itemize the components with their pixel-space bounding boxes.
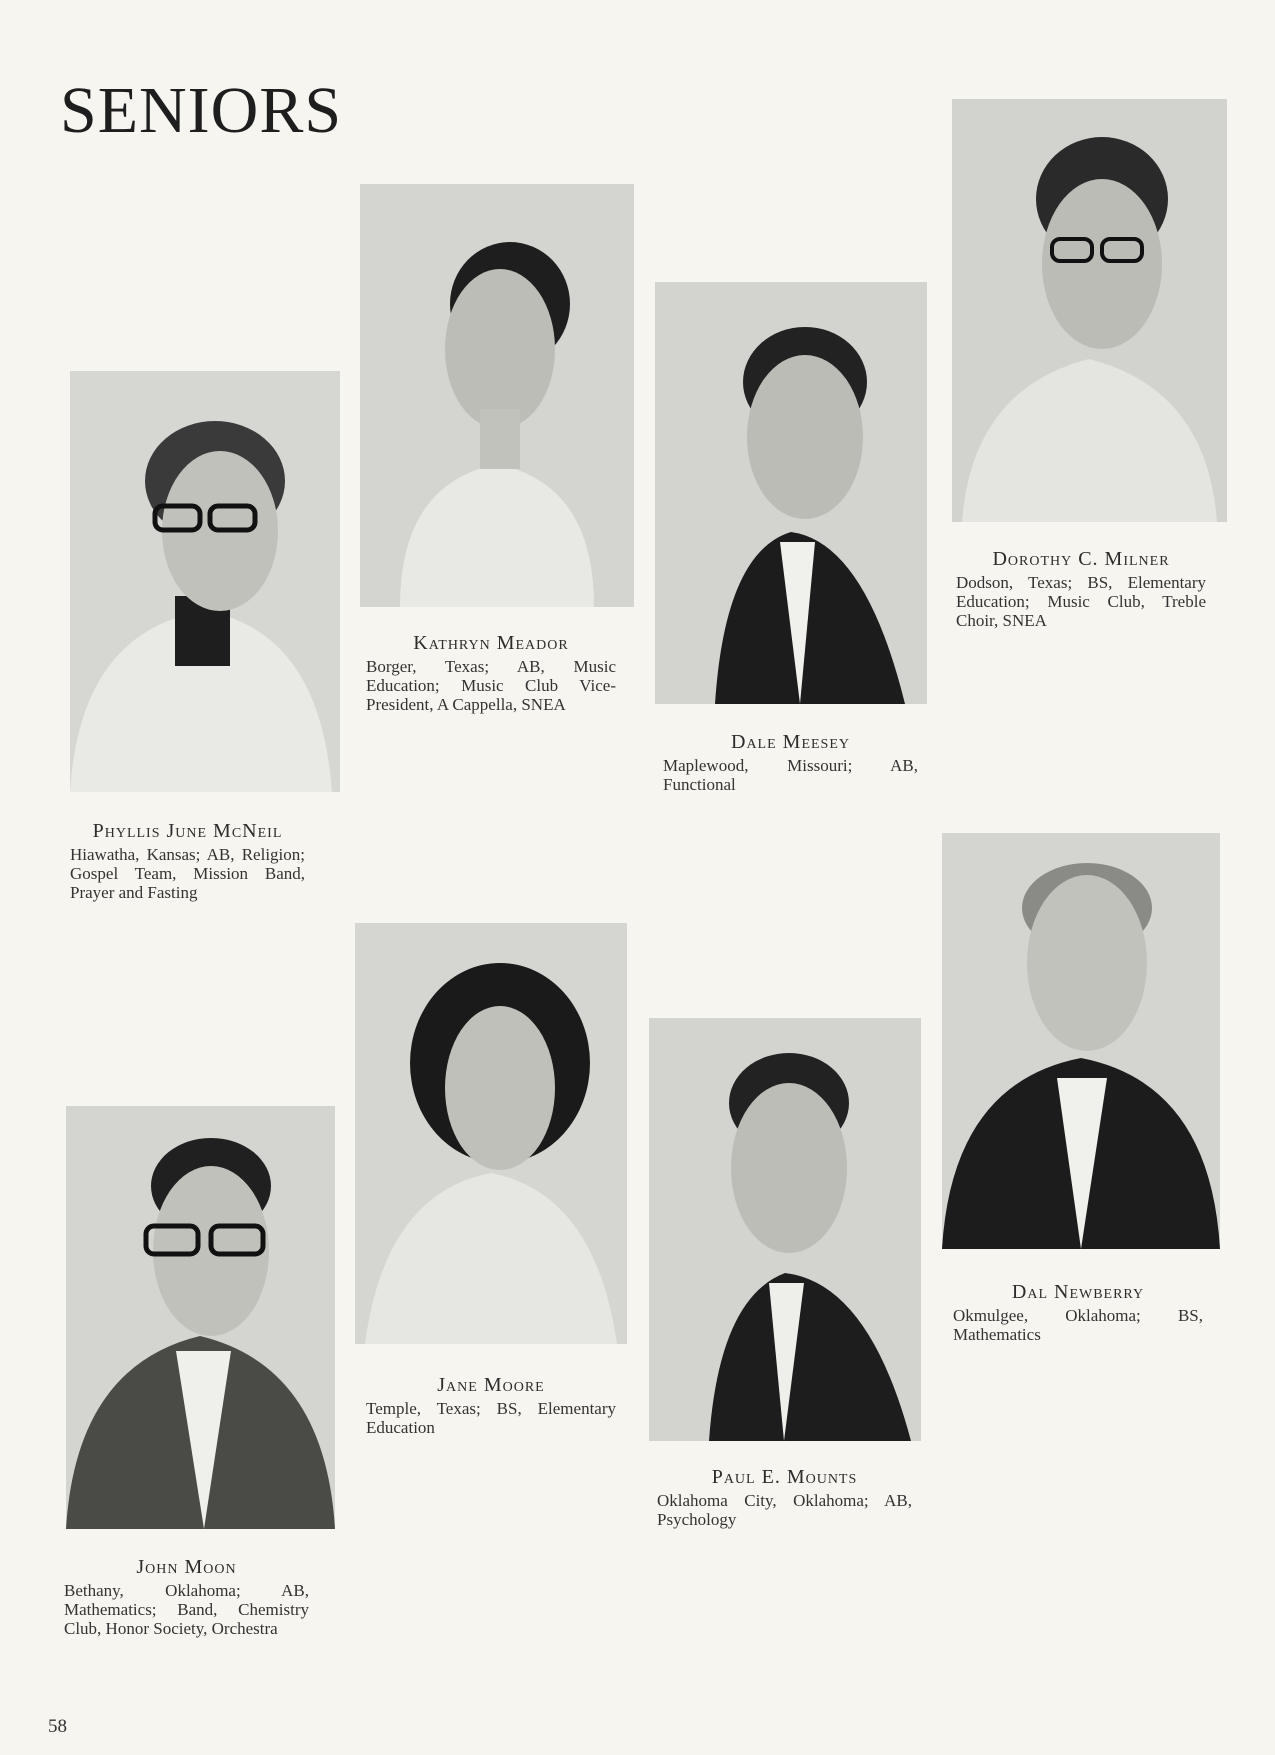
man-glasses-portrait-icon <box>66 1106 335 1529</box>
senior-name: Dorothy C. Milner <box>992 548 1170 570</box>
senior-details: Dodson, Texas; BS, Elementary Education; Music Club, Treble Choir, SNEA <box>956 573 1206 630</box>
woman-glasses-portrait-icon <box>70 371 340 792</box>
portrait-photo-phyllis-june-mcneil <box>70 371 340 792</box>
caption-phyllis-june-mcneil <box>70 820 305 902</box>
senior-details: Hiawatha, Kansas; AB, Religion; Gospel Team, Mission Band, Prayer and Fasting <box>70 845 305 902</box>
portrait-photo-dal-newberry <box>942 833 1220 1249</box>
man-suit-portrait-icon <box>649 1018 921 1441</box>
page-number: 58 <box>48 1716 67 1737</box>
caption-dal-newberry <box>953 1281 1203 1344</box>
portrait-photo-dale-meesey <box>655 282 927 704</box>
caption-kathryn-meador <box>366 632 616 714</box>
senior-details: Maplewood, Missouri; AB, Functional <box>663 756 918 794</box>
senior-details: Okmulgee, Oklahoma; BS, Mathematics <box>953 1306 1203 1344</box>
man-suit-portrait-icon <box>655 282 927 704</box>
senior-name: John Moon <box>136 1556 237 1578</box>
caption-dorothy-c-milner <box>956 548 1206 630</box>
woman-portrait-icon <box>355 923 627 1344</box>
caption-dale-meesey <box>663 731 918 794</box>
portrait-photo-john-moon <box>66 1106 335 1529</box>
caption-john-moon <box>64 1556 309 1638</box>
caption-jane-moore <box>366 1374 616 1437</box>
senior-name: Phyllis June McNeil <box>92 820 283 842</box>
portrait-photo-paul-e-mounts <box>649 1018 921 1441</box>
man-suit-portrait-icon <box>942 833 1220 1249</box>
senior-name: Paul E. Mounts <box>711 1466 858 1488</box>
senior-name: Kathryn Meador <box>413 632 569 654</box>
senior-details: Temple, Texas; BS, Elementary Education <box>366 1399 616 1437</box>
senior-name: Jane Moore <box>437 1374 545 1396</box>
woman-portrait-icon <box>360 184 634 607</box>
senior-details: Bethany, Oklahoma; AB, Mathematics; Band, Chemistry Club, Honor Society, Orchestra <box>64 1581 309 1638</box>
woman-glasses-portrait-icon <box>952 99 1227 522</box>
senior-details: Borger, Texas; AB, Music Education; Music Club Vice-President, A Cappella, SNEA <box>366 657 616 714</box>
portrait-photo-kathryn-meador <box>360 184 634 607</box>
page-title: SENIORS <box>60 74 343 147</box>
caption-paul-e-mounts <box>657 1466 912 1529</box>
senior-name: Dale Meesey <box>731 731 850 753</box>
portrait-photo-jane-moore <box>355 923 627 1344</box>
senior-details: Oklahoma City, Oklahoma; AB, Psychology <box>657 1491 912 1529</box>
portrait-photo-dorothy-c-milner <box>952 99 1227 522</box>
senior-name: Dal Newberry <box>1011 1281 1145 1303</box>
